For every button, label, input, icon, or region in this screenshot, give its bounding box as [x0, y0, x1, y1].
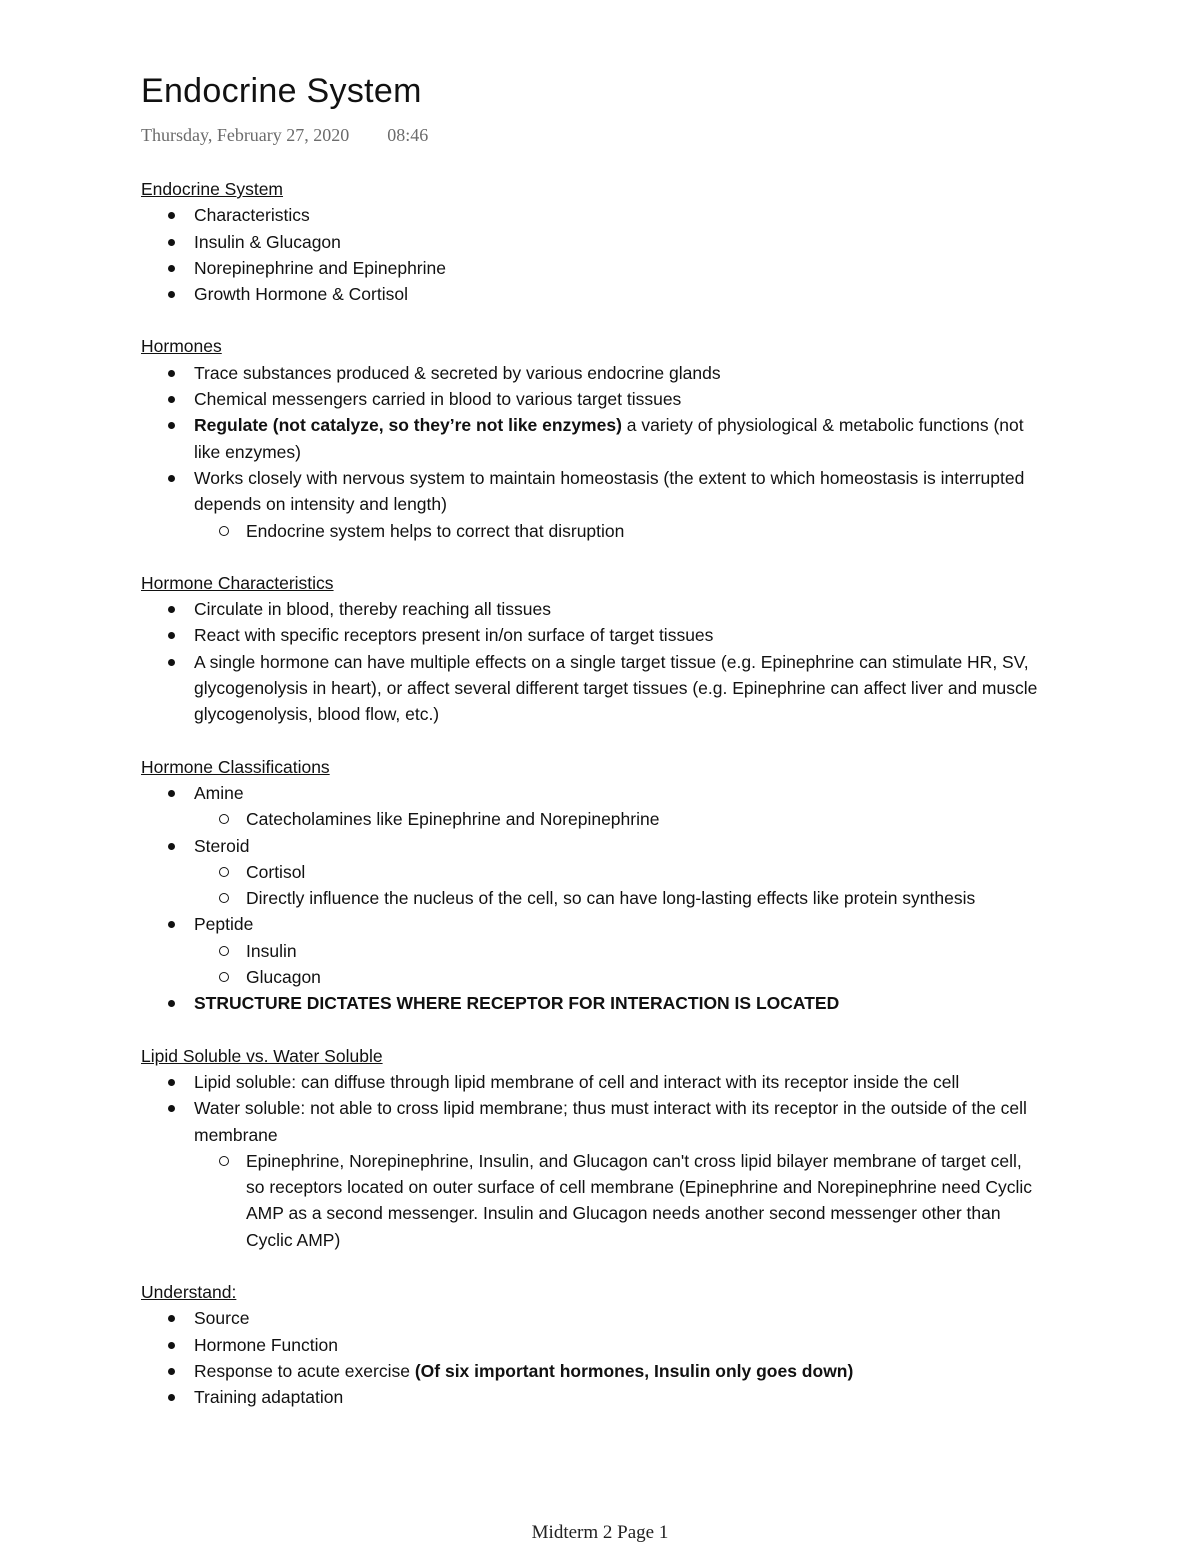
item-text: a variety of physiological & metabolic functions (not like enzymes) — [194, 415, 1024, 462]
section-heading: Hormones — [141, 336, 222, 357]
section-characteristics — [141, 570, 1041, 728]
bold-text: STRUCTURE DICTATES WHERE RECEPTOR FOR INTERACTION IS LOCATED — [194, 993, 840, 1014]
section-heading: Endocrine System — [141, 179, 284, 199]
list-item — [141, 990, 1041, 1016]
page-time: 08:46 — [387, 125, 429, 145]
list-item — [141, 911, 1041, 990]
list-item — [141, 780, 1041, 833]
list-item: Insulin & Glucagon — [141, 229, 1041, 255]
section-solubility — [141, 1043, 1041, 1253]
item-text: Response to acute exercise — [194, 1360, 415, 1381]
sub-list-item: Epinephrine, Norepinephrine, Insulin, and Glucagon can't cross lipid bilayer membrane of target cell, so receptors located on outer surface of cell membrane (Epinephrine and Norepinephrine need Cyclic AMP as a second messenger. Insulin and Glucagon needs another second messenger other than Cyclic AMP) — [194, 1148, 1041, 1253]
page-dateline — [141, 125, 428, 146]
section-heading: Hormone Characteristics — [141, 572, 334, 593]
item-text: Steroid — [194, 835, 250, 856]
list-item: A single hormone can have multiple effects on a single target tissue (e.g. Epinephrine can stimulate HR, SV, glycogenolysis in heart), or affect several different target tissues (e.g. Epinephrine can affect liver and muscle glycogenolysis, blood flow, etc.) — [141, 649, 1041, 728]
list-item — [141, 1358, 1041, 1384]
list-item: Source — [141, 1305, 1041, 1331]
list-item: Circulate in blood, thereby reaching all tissues — [141, 596, 1041, 622]
sub-list-item: Directly influence the nucleus of the cell, so can have long-lasting effects like protein synthesis — [194, 885, 1041, 911]
list-item: Characteristics — [141, 202, 1041, 228]
section-classifications — [141, 754, 1041, 1017]
sub-list-item: Cortisol — [194, 859, 1041, 885]
section-hormones — [141, 333, 1041, 543]
list-item: Growth Hormone & Cortisol — [141, 281, 1041, 307]
sub-list-item: Glucagon — [194, 964, 1041, 990]
item-text: Peptide — [194, 914, 254, 935]
item-text: Water soluble: not able to cross lipid membrane; thus must interact with its receptor in the outside of the cell membrane — [194, 1098, 1027, 1145]
bold-text: Regulate (not catalyze, so they’re not like enzymes) — [194, 415, 622, 436]
item-text: Works closely with nervous system to maintain homeostasis (the extent to which homeostasis is interrupted depends on intensity and length) — [194, 467, 1025, 515]
list-item — [141, 1095, 1041, 1253]
list-item: Hormone Function — [141, 1332, 1041, 1358]
list-item: Training adaptation — [141, 1384, 1041, 1410]
list-item — [141, 465, 1041, 544]
note-body — [141, 176, 1041, 1436]
item-text: Amine — [194, 782, 244, 803]
page-footer: Midterm 2 Page 1 — [531, 1522, 669, 1543]
list-item: Chemical messengers carried in blood to various target tissues — [141, 386, 1041, 412]
section-overview — [141, 176, 1041, 307]
list-item: Norepinephrine and Epinephrine — [141, 255, 1041, 281]
list-item: Lipid soluble: can diffuse through lipid membrane of cell and interact with its receptor inside the cell — [141, 1069, 1041, 1095]
list-item — [141, 412, 1041, 465]
sub-list-item: Catecholamines like Epinephrine and Norepinephrine — [194, 806, 1041, 832]
sub-list-item: Endocrine system helps to correct that disruption — [194, 518, 1041, 544]
list-item: React with specific receptors present in/on surface of target tissues — [141, 622, 1041, 648]
page-title: Endocrine System — [141, 72, 422, 110]
section-heading: Lipid Soluble vs. Water Soluble — [141, 1045, 383, 1066]
section-heading: Hormone Classifications — [141, 756, 330, 777]
bold-text: (Of six important hormones, Insulin only goes down) — [414, 1360, 854, 1381]
section-understand — [141, 1279, 1041, 1410]
page-date: Thursday, February 27, 2020 — [141, 125, 350, 145]
list-item — [141, 833, 1041, 912]
sub-list-item: Insulin — [194, 938, 1041, 964]
section-heading: Understand: — [141, 1281, 237, 1302]
list-item: Trace substances produced & secreted by various endocrine glands — [141, 360, 1041, 386]
